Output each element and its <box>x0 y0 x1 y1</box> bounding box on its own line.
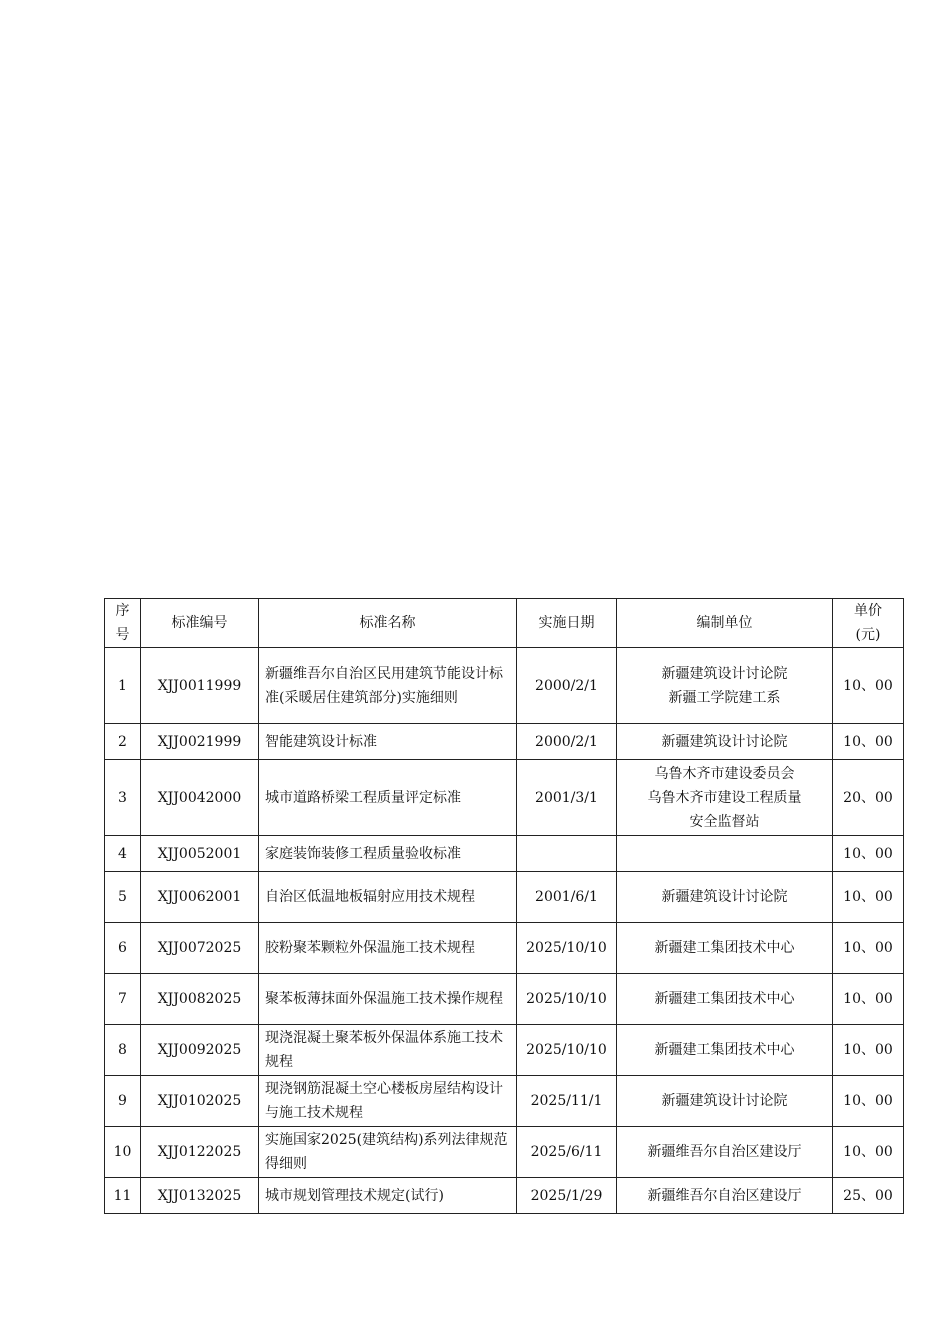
cell-date: 2000/2/1 <box>517 648 617 724</box>
cell-name: 家庭装饰装修工程质量验收标准 <box>259 836 517 872</box>
cell-date: 2001/6/1 <box>517 872 617 923</box>
cell-name: 胶粉聚苯颗粒外保温施工技术规程 <box>259 923 517 974</box>
cell-code: XJJ0062001 <box>141 872 259 923</box>
cell-date: 2025/6/11 <box>517 1127 617 1178</box>
cell-unit <box>617 836 833 872</box>
cell-code: XJJ0132025 <box>141 1178 259 1214</box>
cell-unit <box>617 923 833 974</box>
cell-price: 10、00 <box>833 872 904 923</box>
cell-index: 5 <box>105 872 141 923</box>
header-date: 实施日期 <box>517 599 617 648</box>
cell-name: 现浇钢筋混凝土空心楼板房屋结构设计与施工技术规程 <box>259 1076 517 1127</box>
table-row <box>105 836 904 872</box>
header-name: 标准名称 <box>259 599 517 648</box>
table-body <box>105 648 904 1214</box>
cell-price: 20、00 <box>833 760 904 836</box>
table-row <box>105 1127 904 1178</box>
cell-unit <box>617 974 833 1025</box>
cell-price: 10、00 <box>833 724 904 760</box>
standards-table <box>104 598 904 1214</box>
table-row <box>105 724 904 760</box>
unit-line: 安全监督站 <box>689 813 760 830</box>
cell-unit <box>617 1076 833 1127</box>
cell-name: 聚苯板薄抹面外保温施工技术操作规程 <box>259 974 517 1025</box>
cell-index: 4 <box>105 836 141 872</box>
unit-line: 新疆建筑设计讨论院 <box>661 665 788 682</box>
cell-date <box>517 836 617 872</box>
unit-line: 新疆建筑设计讨论院 <box>661 889 788 905</box>
cell-code: XJJ0042000 <box>141 760 259 836</box>
unit-line: 新疆工学院建工系 <box>668 689 781 706</box>
header-code: 标准编号 <box>141 599 259 648</box>
cell-index: 7 <box>105 974 141 1025</box>
cell-unit <box>617 1025 833 1076</box>
cell-code: XJJ0052001 <box>141 836 259 872</box>
cell-price: 10、00 <box>833 648 904 724</box>
cell-index: 11 <box>105 1178 141 1214</box>
table-row <box>105 872 904 923</box>
unit-line: 乌鲁木齐市建设工程质量 <box>647 789 802 806</box>
cell-code: XJJ0021999 <box>141 724 259 760</box>
cell-unit <box>617 760 833 836</box>
header-price: 单价 (元) <box>833 599 904 648</box>
table-row <box>105 974 904 1025</box>
header-index: 序 号 <box>105 599 141 648</box>
cell-name: 城市规划管理技术规定(试行) <box>259 1178 517 1214</box>
cell-index: 8 <box>105 1025 141 1076</box>
cell-name: 现浇混凝土聚苯板外保温体系施工技术规程 <box>259 1025 517 1076</box>
table-row <box>105 1076 904 1127</box>
table-row <box>105 923 904 974</box>
cell-price: 10、00 <box>833 923 904 974</box>
cell-unit <box>617 648 833 724</box>
cell-unit <box>617 1127 833 1178</box>
cell-price: 10、00 <box>833 1076 904 1127</box>
cell-code: XJJ0082025 <box>141 974 259 1025</box>
cell-date: 2025/1/29 <box>517 1178 617 1214</box>
cell-index: 6 <box>105 923 141 974</box>
table-row <box>105 1025 904 1076</box>
cell-name: 自治区低温地板辐射应用技术规程 <box>259 872 517 923</box>
cell-code: XJJ0011999 <box>141 648 259 724</box>
header-unit: 编制单位 <box>617 599 833 648</box>
cell-index: 10 <box>105 1127 141 1178</box>
cell-code: XJJ0102025 <box>141 1076 259 1127</box>
cell-price: 25、00 <box>833 1178 904 1214</box>
cell-index: 9 <box>105 1076 141 1127</box>
unit-line: 新疆维吾尔自治区建设厅 <box>647 1187 802 1204</box>
cell-index: 1 <box>105 648 141 724</box>
cell-name: 城市道路桥梁工程质量评定标准 <box>259 760 517 836</box>
unit-line: 乌鲁木齐市建设委员会 <box>654 765 795 782</box>
cell-index: 2 <box>105 724 141 760</box>
cell-name: 智能建筑设计标准 <box>259 724 517 760</box>
cell-date: 2000/2/1 <box>517 724 617 760</box>
cell-date: 2025/10/10 <box>517 923 617 974</box>
cell-code: XJJ0092025 <box>141 1025 259 1076</box>
cell-code: XJJ0122025 <box>141 1127 259 1178</box>
cell-name: 新疆维吾尔自治区民用建筑节能设计标准(采暖居住建筑部分)实施细则 <box>259 648 517 724</box>
unit-line: 新疆维吾尔自治区建设厅 <box>647 1144 802 1160</box>
table-row <box>105 760 904 836</box>
cell-unit <box>617 724 833 760</box>
cell-unit <box>617 1178 833 1214</box>
table-row <box>105 1178 904 1214</box>
cell-date: 2025/10/10 <box>517 1025 617 1076</box>
cell-price: 10、00 <box>833 1025 904 1076</box>
cell-date: 2025/10/10 <box>517 974 617 1025</box>
cell-unit <box>617 872 833 923</box>
cell-price: 10、00 <box>833 974 904 1025</box>
unit-line: 新疆建工集团技术中心 <box>654 940 795 956</box>
table-header-row <box>105 599 904 648</box>
cell-price: 10、00 <box>833 1127 904 1178</box>
cell-code: XJJ0072025 <box>141 923 259 974</box>
unit-line: 新疆建工集团技术中心 <box>654 991 795 1007</box>
unit-line: 新疆建工集团技术中心 <box>654 1042 795 1058</box>
cell-index: 3 <box>105 760 141 836</box>
cell-date: 2001/3/1 <box>517 760 617 836</box>
table-row <box>105 648 904 724</box>
cell-date: 2025/11/1 <box>517 1076 617 1127</box>
unit-line: 新疆建筑设计讨论院 <box>661 1093 788 1109</box>
cell-price: 10、00 <box>833 836 904 872</box>
unit-line: 新疆建筑设计讨论院 <box>661 733 788 750</box>
cell-name: 实施国家2025(建筑结构)系列法律规范得细则 <box>259 1127 517 1178</box>
